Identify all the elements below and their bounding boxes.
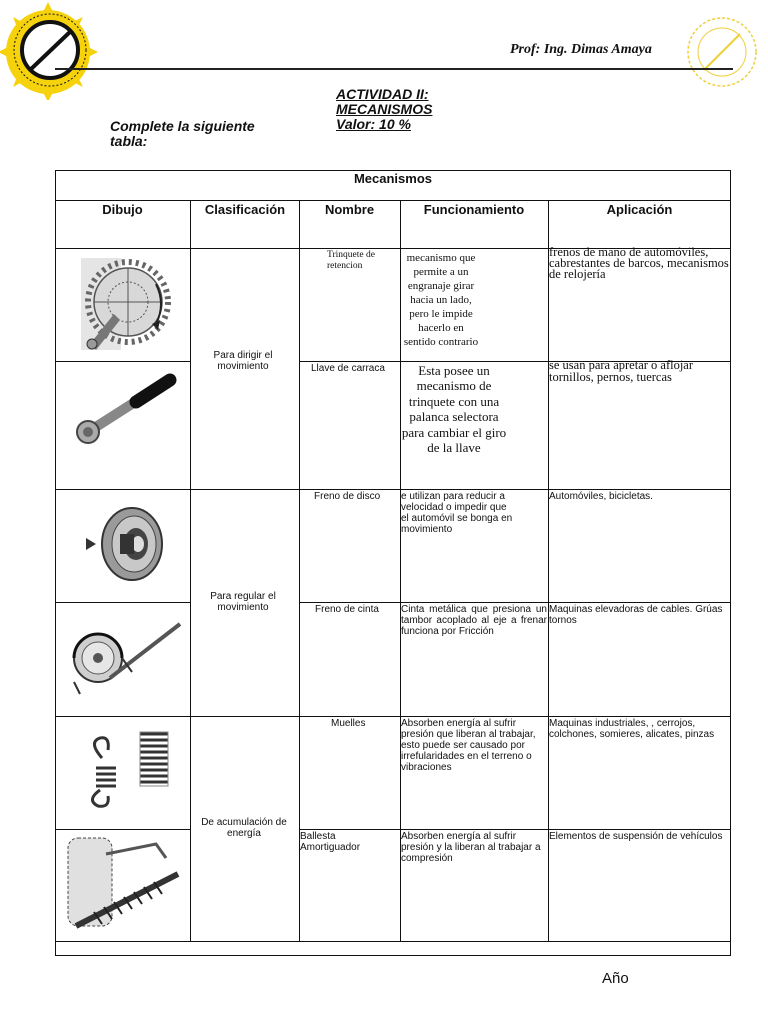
activity-valor: Valor: 10 %: [336, 116, 411, 132]
nombre-freno-cinta: Freno de cinta: [315, 604, 379, 615]
activity-title: ACTIVIDAD II:: [336, 86, 429, 102]
activity-heading: [336, 87, 432, 132]
apl-ballesta: Elementos de suspensión de vehículos: [549, 831, 723, 842]
springs-icon: [82, 728, 178, 812]
col-header-funcionamiento: Funcionamiento: [423, 202, 525, 217]
clasificacion-dirigir: Para dirigir el movimiento: [213, 350, 273, 372]
clasificacion-acumulacion: De acumulación de energía: [201, 817, 287, 839]
instruction-text: Complete la siguiente tabla:: [110, 118, 255, 149]
professor-name: Prof: Ing. Dimas Amaya: [510, 42, 652, 57]
saw-ratchet-icon: [78, 254, 174, 354]
apl-muelles: Maquinas industriales, , cerrojos, colchones, somieres, alicates, pinzas: [549, 718, 715, 740]
seal-right: [682, 12, 762, 92]
func-trinquete: mecanismo que permite a un engranaje girar hacia un lado, pero le impide hacerlo en sentido contrario: [403, 252, 479, 348]
band-brake-icon: [70, 620, 186, 700]
col-header-clasificacion: Clasificación: [204, 202, 286, 217]
table-title: Mecanismos: [353, 171, 433, 186]
ratchet-wrench-icon: [74, 372, 178, 448]
apl-trinquete: frenos de mano de automóviles, cabrestantes de barcos, mecanismos de relojería: [549, 245, 729, 281]
header-rule: [55, 68, 733, 70]
func-llave: Esta posee un mecanismo de trinquete con una palanca selectora para cambiar el giro de la llave: [401, 363, 507, 456]
apl-freno-disco: Automóviles, bicicletas.: [549, 491, 653, 502]
nombre-freno-disco: Freno de disco: [314, 491, 381, 502]
col-header-aplicacion: Aplicación: [606, 202, 673, 217]
func-freno-cinta: Cinta metálica que presiona un tambor acoplado al eje a frenar funciona por Fricción: [401, 604, 547, 637]
apl-llave: se usan para apretar o aflojar tornillos, pernos, tuercas: [549, 358, 694, 384]
func-ballesta: Absorben energía al sufrir presión y la liberan al trabajar a compresión: [401, 831, 541, 864]
disc-brake-icon: [86, 502, 170, 586]
func-freno-disco: e utilizan para reducir a velocidad o impedir que el automóvil se bonga en movimiento: [401, 491, 513, 535]
seal-left: [0, 0, 100, 100]
nombre-ballesta: Ballesta Amortiguador: [300, 831, 361, 853]
nombre-trinquete: Trinquete de retencion: [327, 250, 375, 271]
apl-freno-cinta: Maquinas elevadoras de cables. Grúas tornos: [549, 604, 723, 626]
nombre-llave: Llave de carraca: [311, 363, 385, 374]
clasificacion-regular: Para regular el movimiento: [210, 591, 276, 613]
func-muelles: Absorben energía al sufrir presión que liberan al trabajar, esto puede ser causado por irrefularidades en el terreno o vibraciones: [401, 718, 536, 773]
col-header-dibujo: Dibujo: [102, 202, 143, 217]
col-header-nombre: Nombre: [324, 202, 375, 217]
activity-subtitle: MECANISMOS: [336, 101, 433, 117]
nombre-muelles: Muelles: [331, 718, 366, 729]
footer-anio: Año: [602, 970, 629, 987]
shock-absorber-icon: [66, 834, 186, 934]
